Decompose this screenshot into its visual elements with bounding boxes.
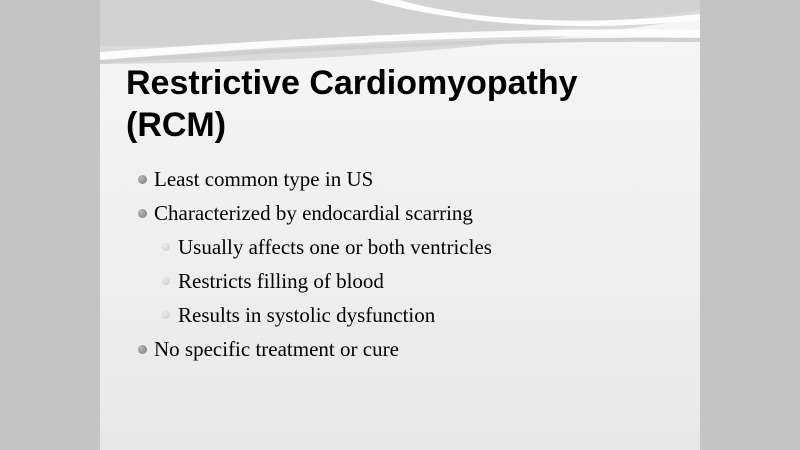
bullet-item [136,196,686,230]
sub-bullet-text: Restricts filling of blood [178,269,384,293]
sub-bullet-dot-icon [162,311,170,319]
bullet-item [136,332,686,366]
bullet-list [136,162,686,366]
slide-title [126,62,686,146]
bullet-item [136,162,686,196]
sub-bullet-item [136,298,686,332]
sub-bullet-text: Results in systolic dysfunction [178,303,436,327]
bullet-text: Least common type in US [154,167,374,191]
bullet-dot-icon [138,345,147,354]
bullet-text: Characterized by endocardial scarring [154,201,473,225]
sub-bullet-item [136,264,686,298]
sub-bullet-dot-icon [162,243,170,251]
slide-title-line-1: Restrictive Cardiomyopathy [126,64,578,102]
bullet-text: No specific treatment or cure [154,337,399,361]
sub-bullet-dot-icon [162,277,170,285]
slide [100,0,700,450]
sub-bullet-item [136,230,686,264]
sub-bullet-text: Usually affects one or both ventricles [178,235,492,259]
slide-title-line-2: (RCM) [126,106,227,144]
bullet-dot-icon [138,209,147,218]
bullet-dot-icon [138,175,147,184]
